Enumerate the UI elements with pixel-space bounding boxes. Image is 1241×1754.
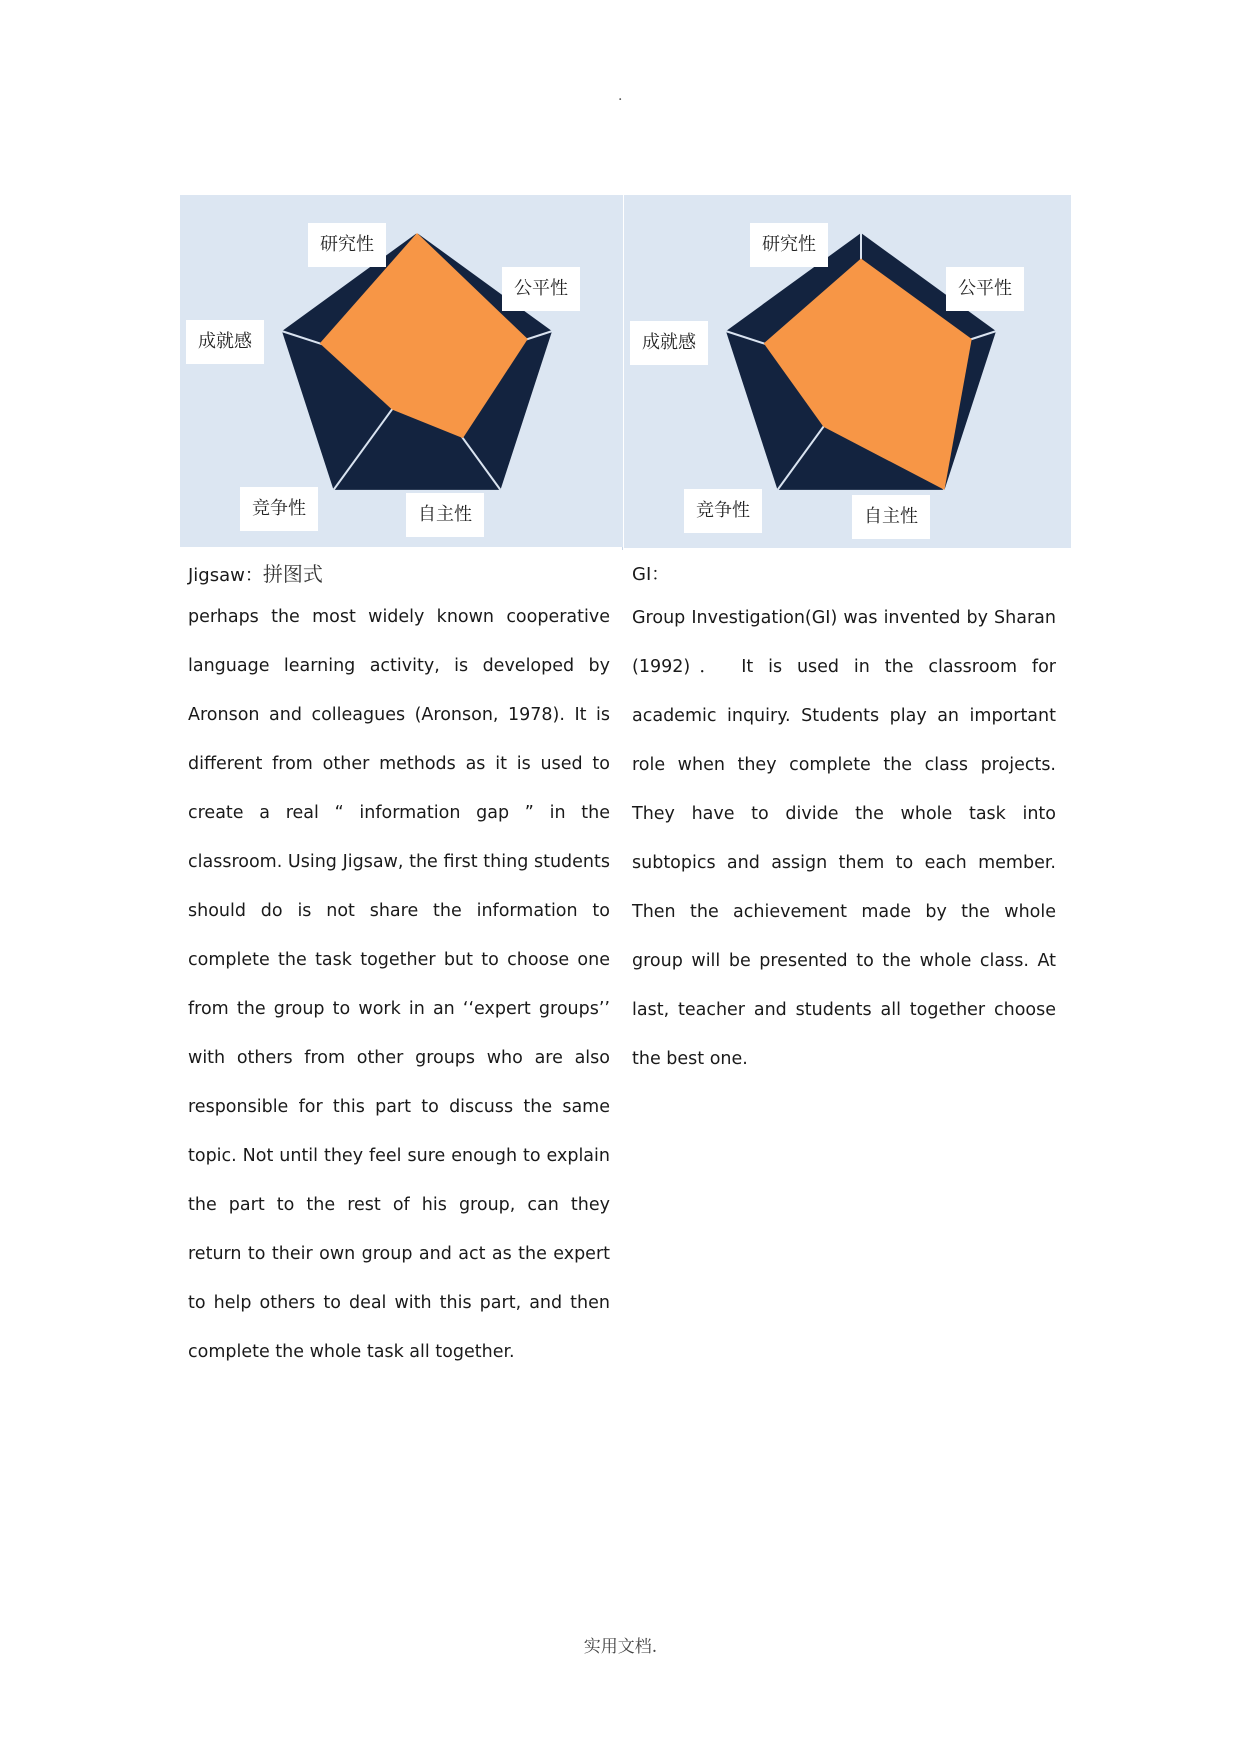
jigsaw-heading <box>188 559 623 589</box>
axis-label-research: 研究性 <box>308 223 386 267</box>
axis-label-achievement: 成就感 <box>186 320 264 364</box>
header-mark: · <box>618 92 623 108</box>
axis-label-competition: 竞争性 <box>684 489 762 533</box>
axis-label-achievement: 成就感 <box>630 321 708 365</box>
axis-label-fairness: 公平性 <box>502 267 580 311</box>
axis-label-autonomy: 自主性 <box>852 495 930 539</box>
jigsaw-description: perhaps the most widely known cooperative language learning activity, is developed by Aronson and colleagues (Aronson, 1978). It is different from other methods as it is used to create a real “ information gap ” in the classroom. Using Jigsaw, the first thing students should do is not share the information to complete the task together but to choose one from the group to work in an ‘‘expert groups’’ with others from other groups who are also responsible for this part to discuss the same topic. Not until they feel sure enough to explain the part to the rest of his group, can they return to their own group and act as the expert to help others to deal with this part, and then complete the whole task all together. <box>188 607 610 1362</box>
jigsaw-heading-en: Jigsaw： <box>188 565 263 586</box>
gi-heading <box>632 560 1071 590</box>
gi-heading-en: GI： <box>632 564 670 585</box>
gi-radar-chart <box>624 195 1071 548</box>
jigsaw-heading-cn: 拼图式 <box>262 562 323 586</box>
jigsaw-section <box>180 195 623 1377</box>
gi-description: Group Investigation(GI) was invented by Sharan (1992)． It is used in the classroom for academic inquiry. Students play an important role when they complete the class projects. They have to divide the whole task into subtopics and assign them to each member. Then the achievement made by the whole group will be presented to the whole class. At last, teacher and students all together choose the best one. <box>632 608 1056 1069</box>
axis-label-autonomy: 自主性 <box>406 493 484 537</box>
axis-label-fairness: 公平性 <box>946 267 1024 311</box>
page-footer: 实用文档. <box>583 1637 658 1657</box>
gi-section <box>624 195 1071 1084</box>
jigsaw-radar-chart <box>180 195 623 547</box>
axis-label-research: 研究性 <box>750 223 828 267</box>
axis-label-competition: 竞争性 <box>240 487 318 531</box>
